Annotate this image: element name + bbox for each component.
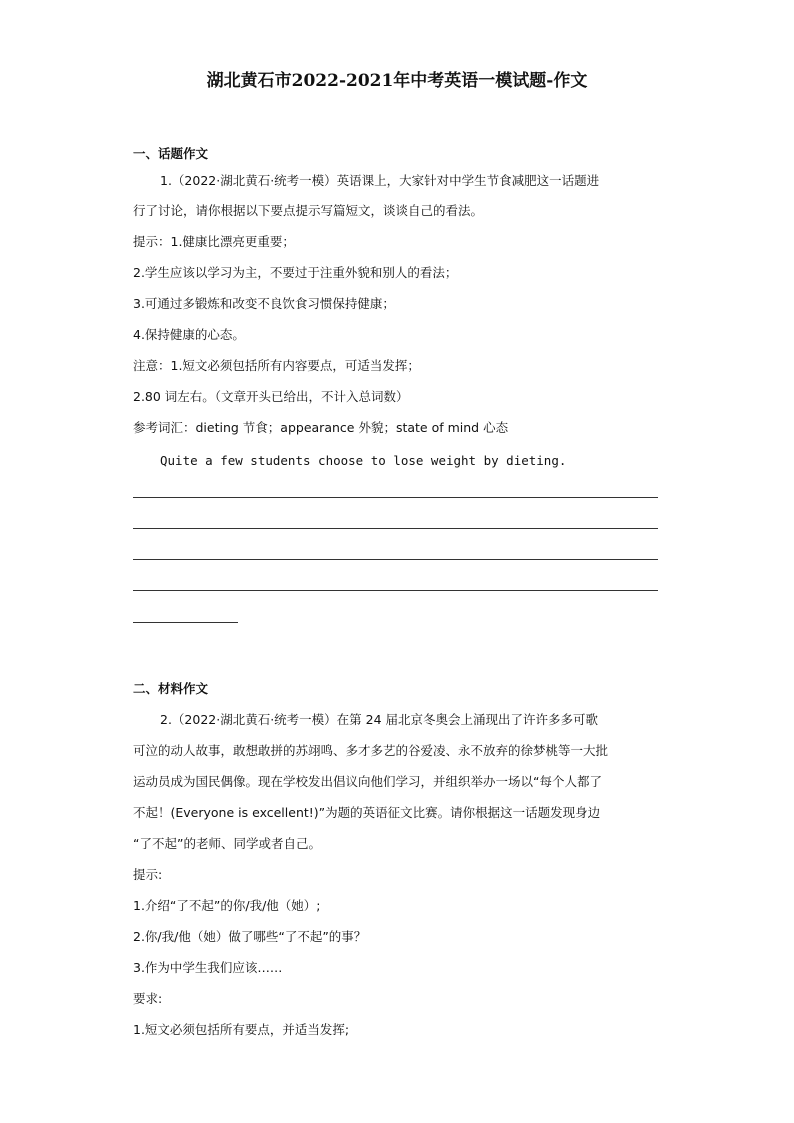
prompt-line-3: 3.作为中学生我们应该……	[133, 960, 283, 975]
answer-line[interactable]	[133, 497, 658, 498]
prompt-line-3: 3.可通过多锻炼和改变不良饮食习惯保持健康；	[133, 296, 395, 311]
question-2-line-3: 运动员成为国民偶像。现在学校发出倡议向他们学习，并组织举办一场以“每个人都了	[133, 774, 602, 789]
prompt-line-2: 2.学生应该以学习为主，不要过于注重外貌和别人的看法；	[133, 265, 458, 280]
question-2-line-4: 不起！(Everyone is excellent!)”为题的英语征文比赛。请你根据这一话题发现身边	[133, 805, 601, 820]
section-heading-topic-writing: 一、话题作文	[133, 146, 209, 161]
question-1-line-1: 1.（2022·湖北黄石·统考一模）英语课上，大家针对中学生节食减肥这一话题进	[160, 173, 600, 188]
question-1-line-2: 行了讨论，请你根据以下要点提示写篇短文，谈谈自己的看法。	[133, 203, 484, 218]
note-line-1: 注意：1.短文必须包括所有内容要点，可适当发挥；	[133, 358, 420, 373]
prompt-line-1: 提示：1.健康比漂亮更重要；	[133, 234, 295, 249]
answer-line[interactable]	[133, 559, 658, 560]
vocabulary-line: 参考词汇：dieting 节食；appearance 外貌；state of mind 心态	[133, 420, 509, 435]
prompt-label: 提示:	[133, 867, 163, 882]
answer-line[interactable]	[133, 590, 658, 591]
requirement-line-1: 1.短文必须包括所有要点，并适当发挥;	[133, 1022, 350, 1037]
note-line-2: 2.80 词左右。（文章开头已给出，不计入总词数）	[133, 389, 409, 404]
prompt-line-2: 2.你/我/他（她）做了哪些“了不起”的事？	[133, 929, 367, 944]
requirements-label: 要求:	[133, 991, 163, 1006]
question-2-line-5: “了不起”的老师、同学或者自己。	[133, 836, 321, 851]
question-2-line-2: 可泣的动人故事，敢想敢拼的苏翊鸣、多才多艺的谷爱凌、永不放弃的徐梦桃等一大批	[133, 743, 609, 758]
answer-line[interactable]	[133, 622, 238, 623]
answer-line[interactable]	[133, 528, 658, 529]
opening-sentence: Quite a few students choose to lose weight by dieting.	[160, 453, 567, 468]
question-2-line-1: 2.（2022·湖北黄石·统考一模）在第 24 届北京冬奥会上涌现出了许许多多可歌	[160, 712, 599, 727]
page-title: 湖北黄石市2022-2021年中考英语一模试题-作文	[206, 71, 588, 91]
prompt-line-4: 4.保持健康的心态。	[133, 327, 245, 342]
section-heading-material-writing: 二、材料作文	[133, 681, 209, 696]
prompt-line-1: 1.介绍“了不起”的你/我/他（她）;	[133, 898, 321, 913]
